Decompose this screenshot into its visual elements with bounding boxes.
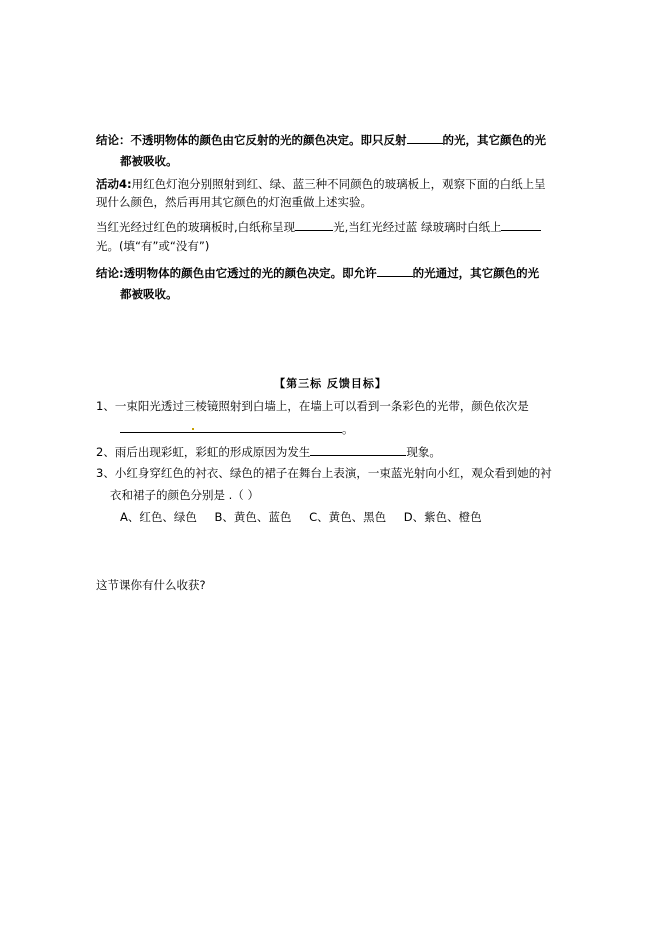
answer-blank[interactable] [295,218,333,231]
conclusion-4-line-2 [120,286,178,302]
question-1 [96,398,529,414]
conclusion-3-line-1 [96,131,546,148]
observation-text: 当红光经过红色的玻璃板时,白纸称呈现 [96,220,296,234]
conclusion-4-line-1 [96,264,539,281]
answer-blank[interactable] [377,264,413,277]
conclusion-text: 不透明物体的颜色由它反射的光的颜色决定。即只反射 [130,133,407,147]
conclusion-text: 都被吸收。 [120,154,178,168]
question-3-options [120,509,496,525]
option-d[interactable]: D、紫色、橙色 [403,510,482,524]
question-text: 衣和裙子的颜色分别是 .（ ） [110,488,259,502]
observation-line-1 [96,218,541,235]
answer-blank[interactable] [120,420,342,433]
reflection-question: 这节课你有什么收获? [96,578,206,592]
conclusion-text: 透明物体的颜色由它透过的光的颜色决定。即允许 [123,266,377,280]
question-text: 2、雨后出现彩虹，彩虹的形成原因为发生 [96,445,311,459]
observation-line-2 [96,238,209,254]
question-3 [96,465,552,481]
activity-4-line-1 [96,176,546,192]
activity-4-line-2 [96,194,372,210]
activity-label: 活动4: [96,177,132,191]
question-text: 3、小红身穿红色的衬衣、绿色的裙子在舞台上表演，一束蓝光射向小红，观众看到她的衬 [96,466,552,480]
question-text: 现象。 [406,445,441,459]
observation-text: 光,当红光经过蓝 绿玻璃时白纸上 [333,220,502,234]
conclusion-label: 结论: [96,266,124,280]
option-a[interactable]: A、红色、绿色 [120,510,197,524]
answer-blank[interactable] [501,218,541,231]
answer-blank[interactable] [310,443,406,456]
conclusion-text: 的光通过，其它颜色的光 [412,266,540,280]
section-title: 【第三标 反馈目标】 [274,377,387,390]
conclusion-3-line-2 [120,153,178,169]
activity-text: 现什么颜色，然后再用其它颜色的灯泡重做上述实验。 [96,195,372,209]
option-c[interactable]: C、黄色、黑色 [309,510,387,524]
conclusion-text: 都被吸收。 [120,287,178,301]
observation-text: 光。(填“有”或“没有”) [96,239,210,253]
question-3-line-2 [110,487,259,503]
option-b[interactable]: B、黄色、蓝色 [214,510,292,524]
question-text: 。 [342,422,354,436]
conclusion-label: 结论： [96,133,131,147]
question-text: 1、一束阳光透过三棱镜照射到白墙上，在墙上可以看到一条彩色的光带，颜色依次是 [96,399,529,413]
answer-blank[interactable] [407,131,443,144]
question-1-answer [120,420,354,437]
activity-text: 用红色灯泡分别照射到红、绿、蓝三种不同颜色的玻璃板上，观察下面的白纸上呈 [131,177,546,191]
conclusion-text: 的光，其它颜色的光 [442,133,546,147]
decorative-dot [192,428,194,430]
question-2 [96,443,441,460]
